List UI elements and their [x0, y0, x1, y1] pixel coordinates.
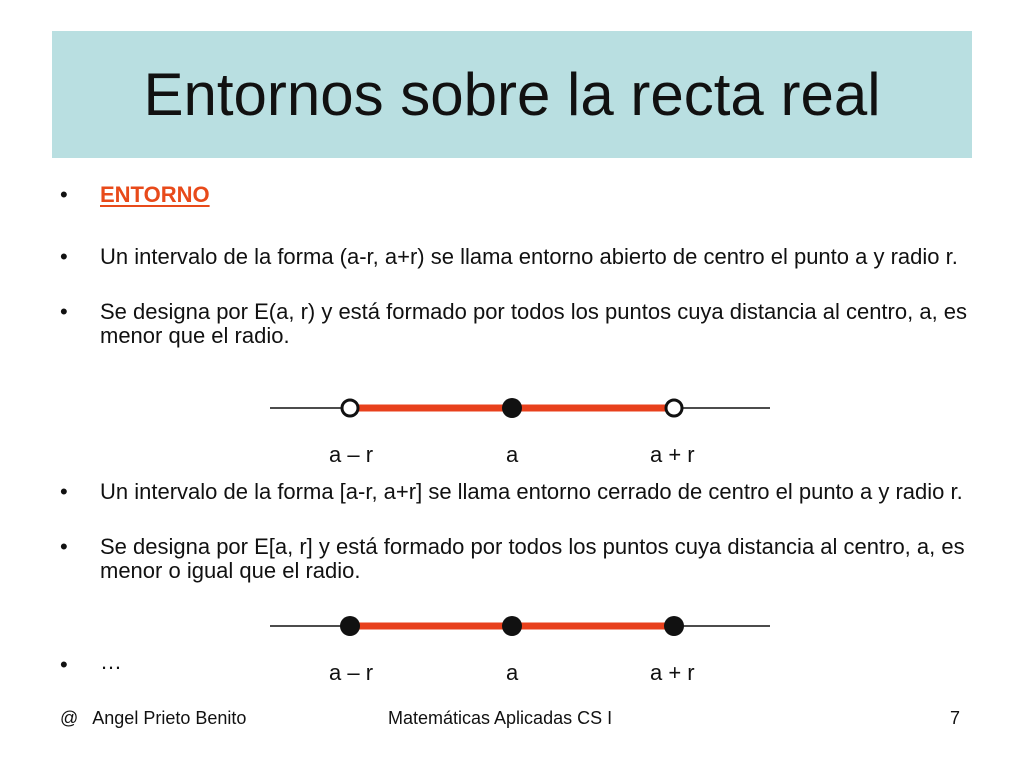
closed-definition-text: Un intervalo de la forma [a-r, a+r] se llama entorno cerrado de centro el punto a y radio r. [100, 479, 963, 504]
closed-interval-diagram [0, 596, 1024, 656]
closed-endpoint-left [340, 616, 360, 636]
bullet-marker: • [60, 479, 68, 504]
bullet-marker: • [60, 652, 68, 677]
label-left: a – r [329, 660, 374, 685]
closed-notation-text: Se designa por E[a, r] y está formado por todos los puntos cuya distancia al centro, a, es menor o igual que el radio. [100, 534, 965, 583]
slide-title: Entornos sobre la recta real [143, 61, 881, 128]
bullet-marker: • [60, 299, 68, 324]
footer-page-number: 7 [950, 708, 961, 728]
open-definition-text: Un intervalo de la forma (a-r, a+r) se llama entorno abierto de centro el punto a y radio r. [100, 244, 958, 269]
open-endpoint-left [342, 400, 358, 416]
label-center: a [506, 442, 519, 467]
bullet-marker: • [60, 182, 68, 207]
center-point [502, 616, 522, 636]
bullet-marker: • [60, 534, 68, 559]
open-notation-text: Se designa por E(a, r) y está formado por todos los puntos cuya distancia al centro, a, es menor que el radio. [100, 299, 968, 348]
open-endpoint-right [666, 400, 682, 416]
footer-course: Matemáticas Aplicadas CS I [388, 708, 613, 728]
footer-author: @ Angel Prieto Benito [60, 708, 247, 728]
open-interval-diagram [0, 378, 1024, 438]
title-bar [52, 31, 972, 158]
label-right: a + r [650, 442, 695, 467]
label-center: a [506, 660, 519, 685]
section-heading: ENTORNO [100, 182, 210, 207]
closed-endpoint-right [664, 616, 684, 636]
label-left: a – r [329, 442, 374, 467]
ellipsis-text: … [100, 649, 122, 674]
center-point [502, 398, 522, 418]
bullet-marker: • [60, 244, 68, 269]
label-right: a + r [650, 660, 695, 685]
